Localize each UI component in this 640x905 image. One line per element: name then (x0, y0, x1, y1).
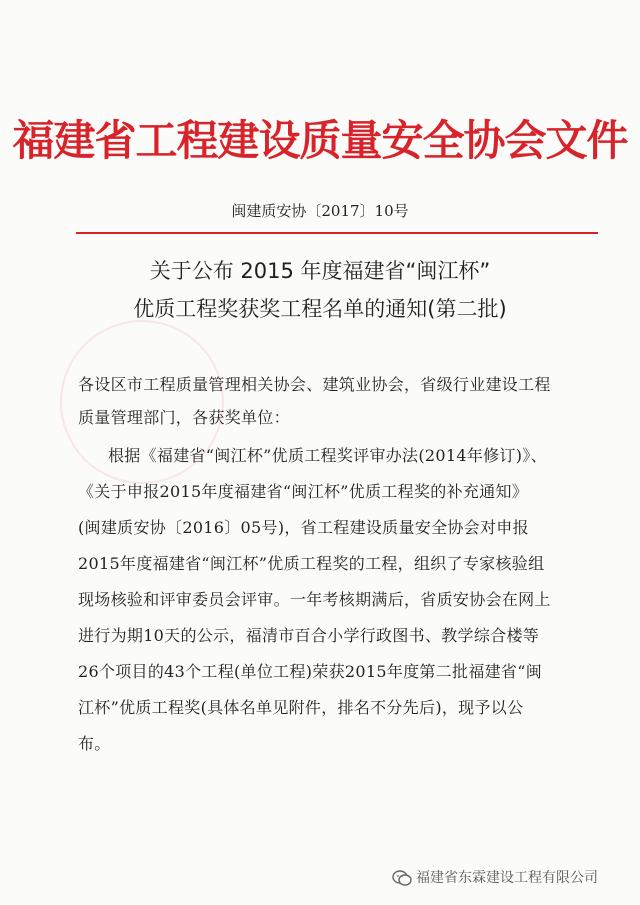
body-line: 根据《福建省“闽江杯”优质工程奖评审办法(2014年修订)》、 (108, 446, 547, 465)
body-line: 26个项目的43个工程(单位工程)荣获2015年度第二批福建省“闽 (78, 662, 543, 681)
body-line: 《关于申报2015年度福建省“闽江杯”优质工程奖的补充通知》 (78, 482, 529, 501)
body-line: 各设区市工程质量管理相关协会、建筑业协会，省级行业建设工程 (78, 375, 551, 394)
body-line: 进行为期10天的公示，福清市百合小学行政图书、教学综合楼等 (78, 626, 540, 645)
notice-title-line-2: 优质工程奖获奖工程名单的通知(第二批) (133, 297, 507, 321)
body-line: 2015年度福建省“闽江杯”优质工程奖的工程，组织了专家核验组 (78, 554, 545, 573)
body-line: (闽建质安协〔2016〕05号)，省工程建设质量安全协会对申报 (78, 518, 529, 537)
body-line: 现场核验和评审委员会评审。一年考核期满后，省质安协会在网上 (78, 590, 551, 609)
red-divider-line (76, 232, 598, 234)
body-line: 质量管理部门，各获奖单位： (78, 408, 290, 427)
org-letterhead-title: 福建省工程建设质量安全协会文件 (12, 116, 628, 165)
notice-title-line-1: 关于公布 2015 年度福建省“闽江杯” (149, 259, 491, 283)
wechat-logo-icon (392, 868, 412, 888)
body-line: 江杯”优质工程奖(具体名单见附件，排名不分先后)，现予以公 (78, 698, 524, 717)
footer-watermark: 福建省东霖建设工程有限公司 (416, 870, 598, 886)
body-line: 布。 (78, 734, 111, 753)
document-number: 闽建质安协〔2017〕10号 (231, 202, 409, 220)
